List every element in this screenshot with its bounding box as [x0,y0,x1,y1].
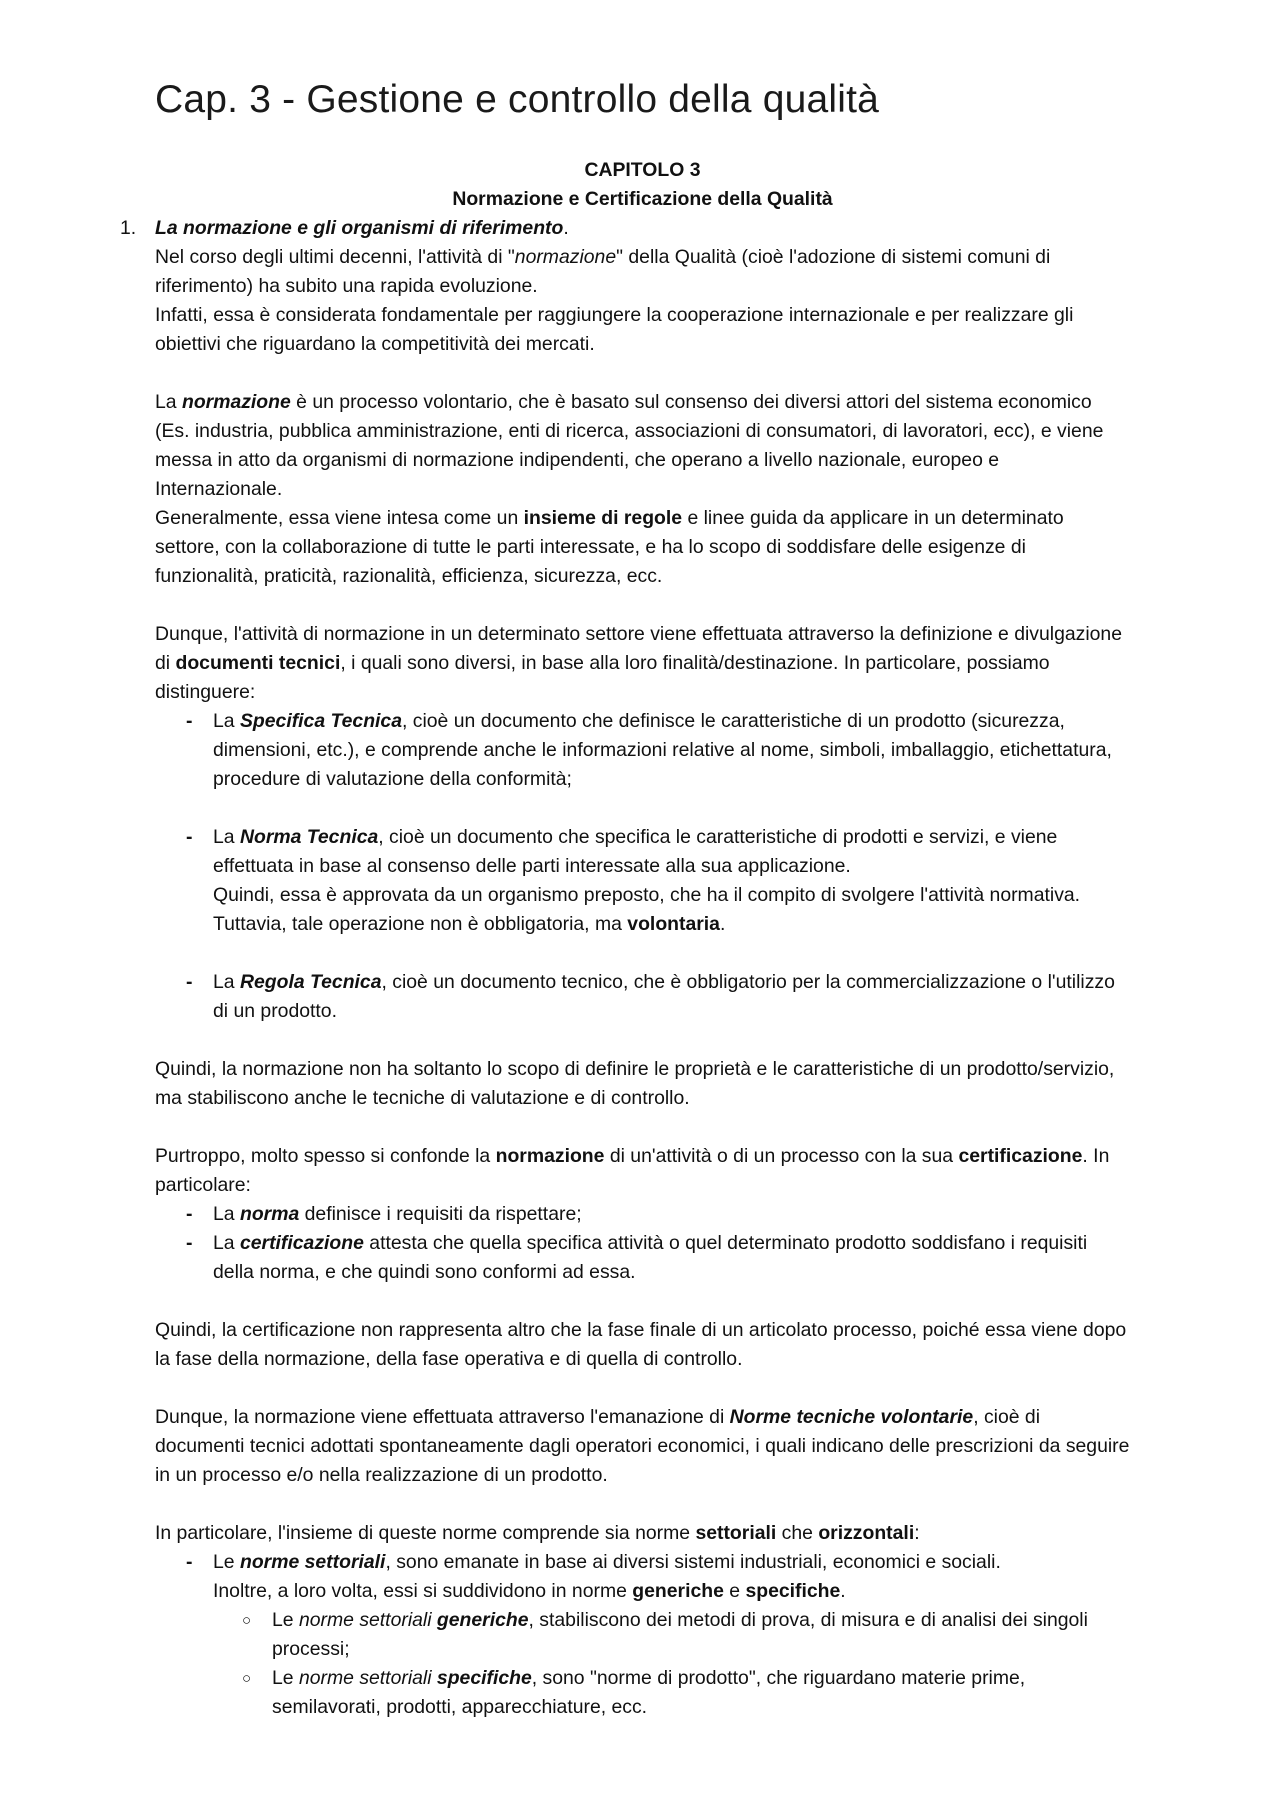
dash-bullet: - [186,1203,193,1225]
settoriali-sublist [155,1606,1130,1722]
text-run-bold-italic: certificazione [239,1232,364,1254]
text-run: La [213,826,240,848]
text-run: . [719,913,726,935]
list-item [155,707,1130,794]
chapter-subtitle: Normazione e Certificazione della Qualità [452,188,833,210]
text-run: La [213,971,240,993]
text-run-bold: insieme di regole [523,507,683,529]
chapter-label: CAPITOLO 3 [584,159,701,181]
paragraph-1 [155,243,1130,301]
text-run-bold-italic: Norma Tecnica [239,826,379,848]
text-run: , sono emanate in base ai diversi sistemi industriali, economici e sociali. [385,1551,1001,1573]
circle-bullet-icon: ○ [242,1670,252,1687]
norm-types-list [155,1548,1130,1606]
text-run: e linee guida da applicare in un determinato settore, con la collaborazione di tutte le parti interessate, e ha lo scopo di soddisfare delle esigenze di funzionalità, praticità, razionalità, efficienza, sicurezza, ecc. [155,507,1064,587]
text-run: Generalmente, essa viene intesa come un [155,507,524,529]
text-run-bold: orizzontali [818,1522,915,1544]
text-run-bold-italic: Regola Tecnica [239,971,382,993]
paragraph-9 [155,1403,1130,1490]
text-run: , cioè un documento che definisce le caratteristiche di un prodotto (sicurezza, dimensioni, etc.), e comprende anche le informazioni relative al nome, simboli, imballaggio, etichettatura, procedure di valutazione della conformità; [213,710,1112,790]
dash-bullet: - [186,1551,193,1573]
text-run-bold: specifiche [745,1580,841,1602]
list-item [155,968,1130,1026]
text-run: La [213,710,240,732]
text-run: . In particolare: [155,1145,1110,1196]
text-run: La [213,1232,240,1254]
text-run-bold: documenti tecnici [175,652,341,674]
text-run: è un processo volontario, che è basato sul consenso dei diversi attori del sistema economico (Es. industria, pubblica amministrazione, enti di ricerca, associazioni di consumatori, di lavoratori, ecc), e viene messa in atto da organismi di normazione indipendenti, che operano a livello nazionale, europeo e Internazionale. [155,391,1104,500]
text-run: Nel corso degli ultimi decenni, l'attività di " [155,246,515,268]
dash-bullet: - [186,710,193,732]
text-run-italic: normazione [514,246,617,268]
text-run-bold-italic: normazione [181,391,291,413]
text-run: " della Qualità (cioè l'adozione di sistemi comuni di riferimento) ha subito una rapida evoluzione. [155,246,1051,297]
section-heading-text: La normazione e gli organismi di riferimento [155,217,564,239]
text-run-bold-italic: Specifica Tecnica [239,710,402,732]
text-run: e [723,1580,746,1602]
text-run-bold-italic: norma [239,1203,300,1225]
text-run-bold: volontaria [627,913,720,935]
text-run-bold-italic: Norme tecniche volontarie [729,1406,974,1428]
text-run: Purtroppo, molto spesso si confonde la [155,1145,496,1167]
paragraph-3 [155,388,1130,504]
text-run: , sono "norme di prodotto", che riguardano materie prime, semilavorati, prodotti, apparecchiature, ecc. [272,1667,1026,1718]
text-run-bold: normazione [495,1145,605,1167]
paragraph-8: Quindi, la certificazione non rappresenta altro che la fase finale di un articolato processo, poiché essa viene dopo la fase della normazione, della fase operativa e di quella di controllo. [155,1319,1127,1370]
text-run-italic: norme settoriali [298,1667,437,1689]
text-run: attesta che quella specifica attività o quel determinato prodotto soddisfano i requisiti della norma, e che quindi sono conformi ad essa. [213,1232,1088,1283]
paragraph-7 [155,1142,1130,1200]
text-run-bold: settoriali [695,1522,777,1544]
document-body [120,156,1130,1722]
text-run-bold-italic: generiche [436,1609,529,1631]
text-run: Dunque, l'attività di normazione in un determinato settore viene effettuata attraverso la definizione e divulgazione di [155,623,1123,674]
paragraph-4 [155,504,1130,591]
list-item [155,1229,1130,1287]
page-title: Cap. 3 - Gestione e controllo della qualità [155,78,880,121]
section-number: 1. [120,217,137,239]
dash-bullet: - [186,971,193,993]
list-item [155,1200,1130,1229]
text-run: che [776,1522,819,1544]
text-run: Le [272,1609,299,1631]
text-run: , cioè un documento tecnico, che è obbligatorio per la commercializzazione o l'utilizzo di un prodotto. [213,971,1115,1022]
dash-bullet: - [186,1232,193,1254]
text-run-bold-italic: specifiche [436,1667,532,1689]
text-run-bold: certificazione [958,1145,1083,1167]
text-run: Le [213,1551,240,1573]
text-run: Quindi, essa è approvata da un organismo preposto, che ha il compito di svolgere l'attività normativa. Tuttavia, tale operazione non è obbligatoria, ma [213,884,1081,935]
sub-list-item [155,1606,1130,1664]
text-run-bold: generiche [632,1580,724,1602]
text-run: , i quali sono diversi, in base alla loro finalità/destinazione. In particolare, possiamo distinguere: [155,652,1050,703]
sub-list-item [155,1664,1130,1722]
circle-bullet-icon: ○ [242,1612,252,1629]
technical-documents-list [155,707,1130,1026]
text-run: La [155,391,182,413]
text-run: Le [272,1667,299,1689]
text-run: definisce i requisiti da rispettare; [299,1203,582,1225]
paragraph-6: Quindi, la normazione non ha soltanto lo scopo di definire le proprietà e le caratteristiche di un prodotto/servizio, ma stabiliscono anche le tecniche di valutazione e di controllo. [155,1058,1115,1109]
section-heading-dot: . [563,217,569,239]
text-run: In particolare, l'insieme di queste norme comprende sia norme [155,1522,696,1544]
paragraph-5 [155,620,1130,707]
text-run: , stabiliscono dei metodi di prova, di misura e di analisi dei singoli processi; [272,1609,1088,1660]
text-run: di un'attività o di un processo con la sua [604,1145,959,1167]
list-item [155,823,1130,939]
text-run-bold-italic: norme settoriali [239,1551,386,1573]
text-run: Dunque, la normazione viene effettuata attraverso l'emanazione di [155,1406,730,1428]
text-run: La [213,1203,240,1225]
text-run: Inoltre, a loro volta, essi si suddividono in norme [213,1580,633,1602]
section-heading [120,214,1130,243]
paragraph-10 [155,1519,1130,1548]
paragraph-2: Infatti, essa è considerata fondamentale per raggiungere la cooperazione internazionale e per realizzare gli obiettivi che riguardano la competitività dei mercati. [155,304,1074,355]
dash-bullet: - [186,826,193,848]
text-run: : [914,1522,920,1544]
text-run: , cioè di documenti tecnici adottati spontaneamente dagli operatori economici, i quali indicano delle prescrizioni da seguire in un processo e/o nella realizzazione di un prodotto. [155,1406,1130,1486]
text-run: , cioè un documento che specifica le caratteristiche di prodotti e servizi, e viene effettuata in base al consenso delle parti interessate alla sua applicazione. [213,826,1058,877]
norm-vs-certification-list [155,1200,1130,1287]
list-item [155,1548,1130,1606]
text-run: . [840,1580,846,1602]
text-run-italic: norme settoriali [298,1609,437,1631]
